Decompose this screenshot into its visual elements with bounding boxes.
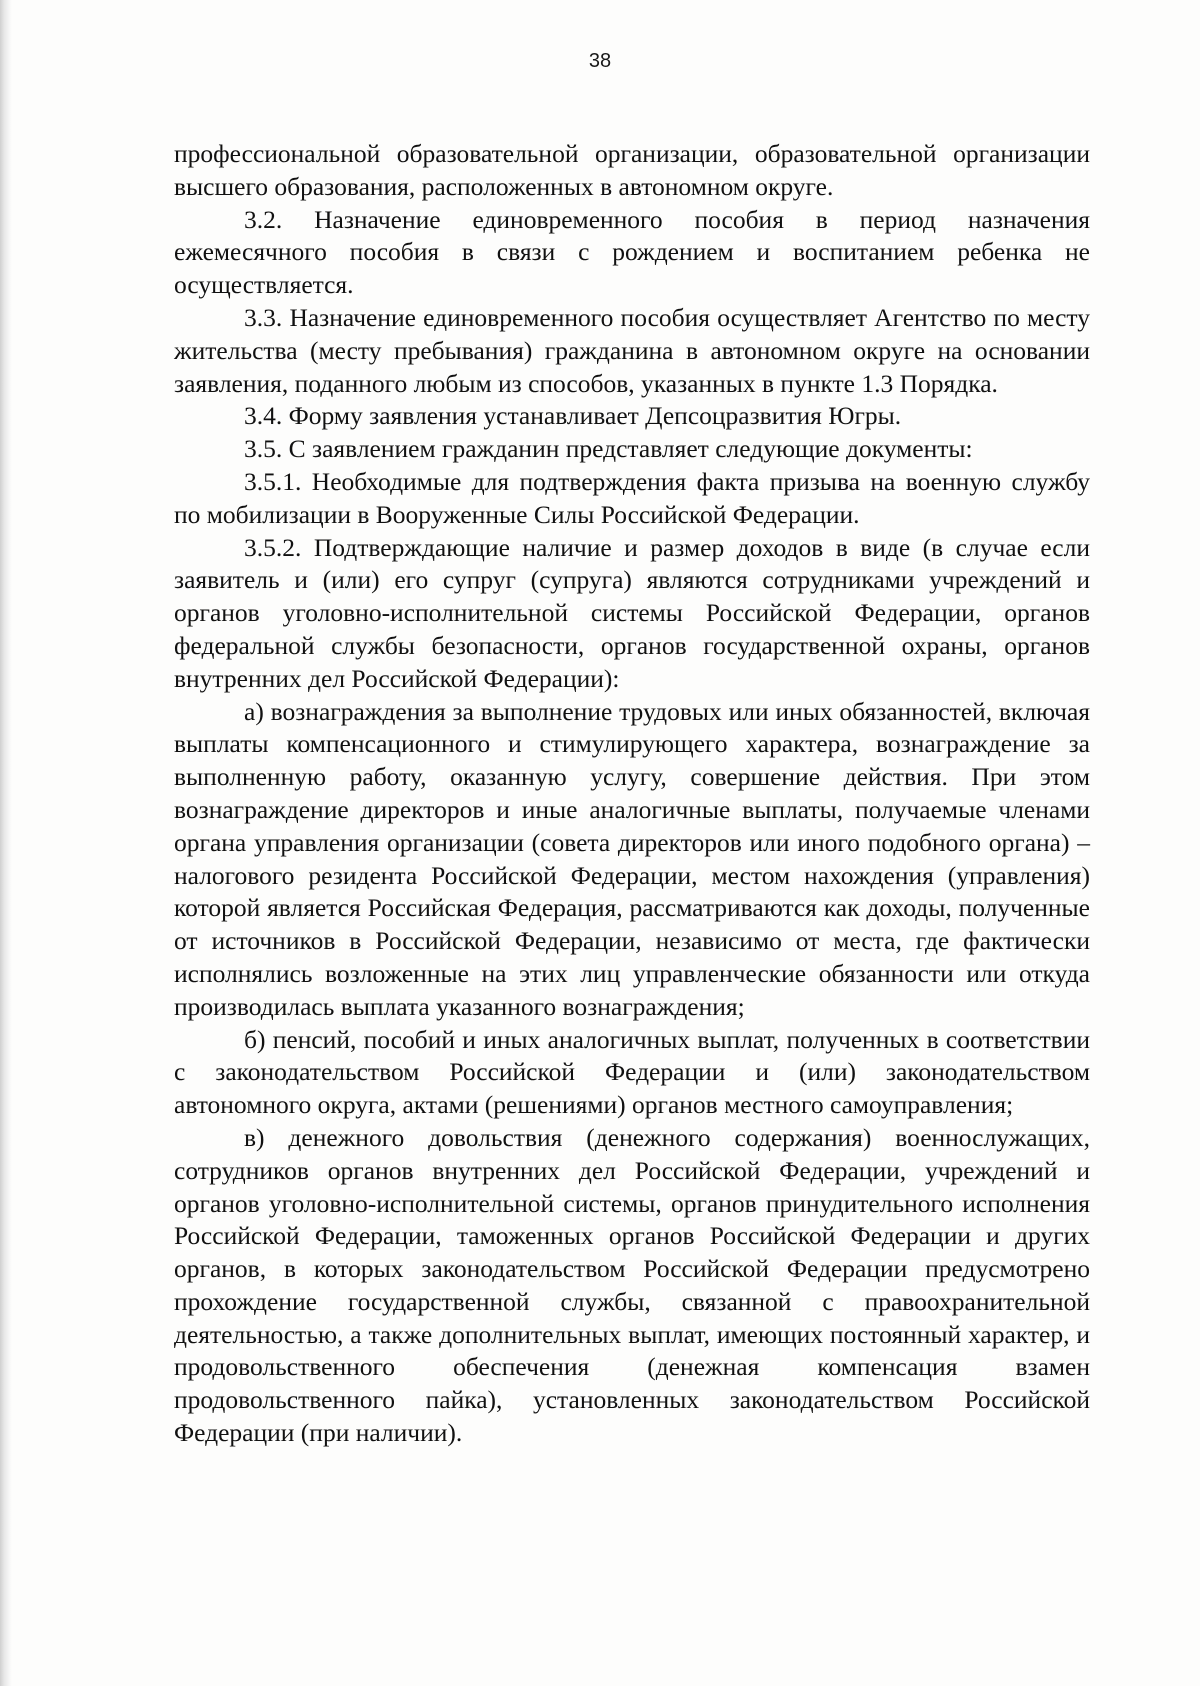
document-body <box>174 138 1090 1450</box>
paragraph-continuation: профессиональной образовательной организации, образовательной организации высшего образования, расположенных в автономном округе. <box>174 139 1090 201</box>
paragraph-3-4: 3.4. Форму заявления устанавливает Депсоцразвития Югры. <box>244 401 902 431</box>
paragraph-3-5: 3.5. С заявлением гражданин представляет следующие документы: <box>244 434 973 464</box>
paragraph-3-5-2: 3.5.2. Подтверждающие наличие и размер доходов в виде (в случае если заявитель и (или) его супруг (супруга) являются сотрудниками учреждений и органов уголовно-исполнительной системы Российской Федерации, органов федеральной службы безопасности, органов государственной охраны, органов внутренних дел Российской Федерации): <box>174 532 1090 693</box>
page-number: 38 <box>588 50 612 72</box>
paragraph-3-2: 3.2. Назначение единовременного пособия в период назначения ежемесячного пособия в связи с рождением и воспитанием ребенка не осуществляется. <box>174 204 1090 300</box>
paragraph-3-3: 3.3. Назначение единовременного пособия осуществляет Агентство по месту жительства (месту пребывания) гражданина в автономном округе на основании заявления, поданного любым из способов, указанных в пункте 1.3 Порядка. <box>174 302 1090 398</box>
paragraph-item-a: а) вознаграждения за выполнение трудовых или иных обязанностей, включая выплаты компенсационного и стимулирующего характера, вознаграждение за выполненную работу, оказанную услугу, совершение действия. При этом вознаграждение директоров и иные аналогичные выплаты, получаемые членами органа управления организации (совета директоров или иного подобного органа) – налогового резидента Российской Федерации, местом нахождения (управления) которой является Российская Федерация, рассматриваются как доходы, полученные от источников в Российской Федерации, независимо от места, где фактически исполнялись возложенные на этих лиц управленческие обязанности или откуда производилась выплата указанного вознаграждения; <box>174 696 1090 1021</box>
paragraph-item-v: в) денежного довольствия (денежного содержания) военнослужащих, сотрудников органов внутренних дел Российской Федерации, учреждений и органов уголовно-исполнительной системы, органов принудительного исполнения Российской Федерации, таможенных органов Российской Федерации и других органов, в которых законодательством Российской Федерации предусмотрено прохождение государственной службы, связанной с правоохранительной деятельностью, а также дополнительных выплат, имеющих постоянный характер, и продовольственного обеспечения (денежная компенсация взамен продовольственного пайка), установленных законодательством Российской Федерации (при наличии). <box>174 1122 1090 1448</box>
paragraph-item-b: б) пенсий, пособий и иных аналогичных выплат, полученных в соответствии с законодательством Российской Федерации и (или) законодательством автономного округа, актами (решениями) органов местного самоуправления; <box>174 1024 1090 1120</box>
scan-edge-shadow <box>0 0 12 1686</box>
paragraph-3-5-1: 3.5.1. Необходимые для подтверждения факта призыва на военную службу по мобилизации в Вооруженные Силы Российской Федерации. <box>174 466 1090 529</box>
